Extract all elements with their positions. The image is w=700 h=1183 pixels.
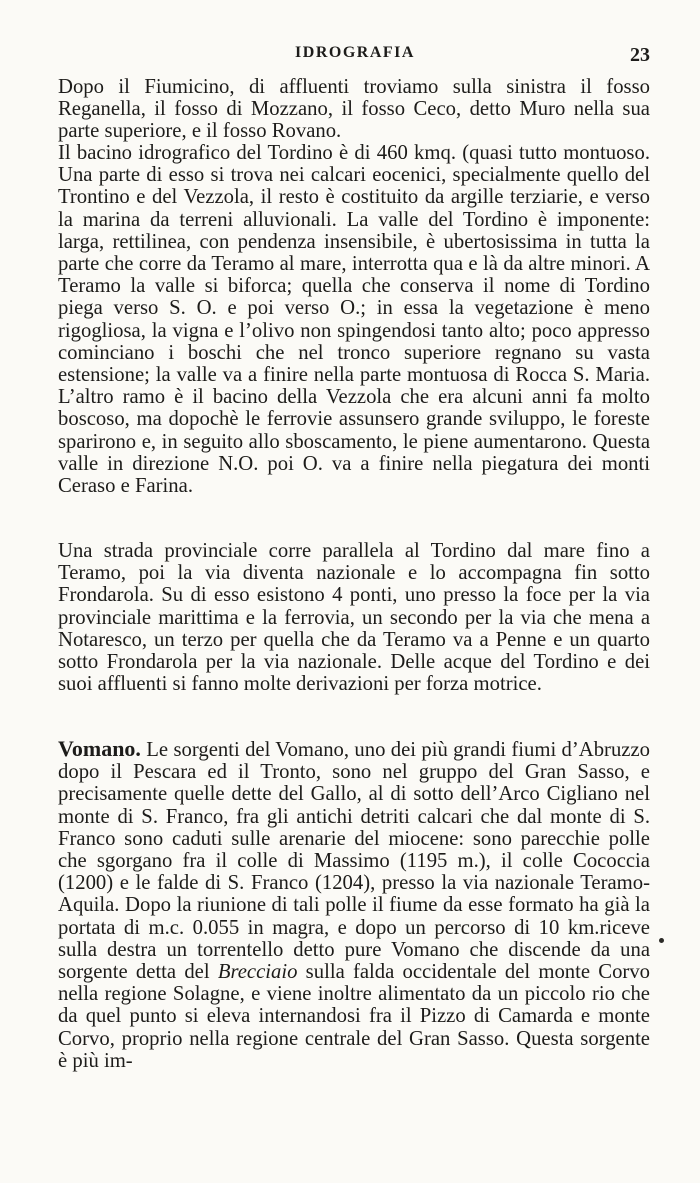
italic-place-name: Brecciaio	[217, 961, 298, 984]
paragraph-tordino-basin	[58, 142, 650, 497]
running-head	[60, 44, 650, 68]
paragraph-tordino-road	[58, 540, 650, 695]
paragraph-vomano	[58, 738, 650, 1072]
paragraph-text: Una strada provinciale corre parallela al Tordino dal mare fino a Teramo, poi la via diventa nazionale e lo accompagna fin sotto Frondarola. Su di esso esistono 4 ponti, uno presso la foce per la via provinciale marittima e la ferrovia, un secondo per la via che mena a Notaresco, un terzo per quella che da Teramo va a Penne e un quarto sotto Frondarola per la via nazionale. Delle acque del Tordino e dei suoi affluenti si fanno molte derivazioni per forza motrice.	[58, 540, 650, 696]
paragraph-text: Le sorgenti del Vomano, uno dei più grandi fiumi d’Abruzzo dopo il Pescara ed il Tronto, sono nel gruppo del Gran Sasso, e precisamente quelle dette del Gallo, al di sotto dell’Arco Cigliano nel monte di S. Franco, fra gli antichi detriti calcari che dal monte di S. Franco sono caduti sulle arenarie del miocene: sono parecchie polle che sgorgano fra il colle di Massimo (1195 m.), il colle Cococcia (1200) e le falde di S. Franco (1204), presso la via nazionale Teramo-Aquila. Dopo la riunione di tali polle il fiume da esse formato ha già la portata di m.c. 0.055 in magra, e dopo un percorso di 10 km.riceve sulla destra un torrentello detto pure Vomano che discende da una sorgente detta del	[58, 739, 650, 984]
section-vomano	[58, 738, 650, 1072]
paragraph-text: Il bacino idrografico del Tordino è di 460 kmq. (quasi tutto montuoso. Una parte di esso si trova nei calcari eocenici, specialmente quello del Trontino e del Vezzola, il resto è costituito da argille terziarie, e verso la marina da terreni alluvionali. La valle del Tordino è imponente: larga, rettilinea, con pendenza insensibile, è ubertosissima in tutta la parte che corre da Teramo al mare, interrotta qua e là da altre minori. A Teramo la valle si biforca; quella che conserva il nome di Tordino piega verso S. O. e poi verso O.; in essa la vegetazione è meno rigogliosa, la vigna e l’olivo non spingendosi tanto alto; poco appresso cominciano i boschi che nel tronco superiore regnano su vasta estensione; la valle va a finire nella parte montuosa di Rocca S. Maria. L’altro ramo è il bacino della Vezzola che era alcuni anni fa molto boscoso, ma dopochè le ferrovie assunsero grande sviluppo, le foreste sparirono e, in seguito allo sboscamento, le piene aumentarono. Questa valle in direzione N.O. poi O. va a finire nella piegatura dei monti Ceraso e Farina.	[58, 142, 650, 498]
chapter-title: IDROGRAFIA	[295, 44, 415, 61]
page-number: 23	[630, 44, 650, 66]
paragraph-fiumicino-affluents	[58, 76, 650, 143]
section-heading-vomano: Vomano.	[58, 736, 141, 761]
paragraph-text-continued: sulla falda occidentale del monte Corvo nella regione Solagne, e viene inoltre alimentato da un piccolo rio che da quel punto si eleva internandosi fra il Pizzo di Camarda e monte Corvo, proprio nella regione centrale del Gran Sasso. Questa sorgente è più im-	[58, 961, 651, 1072]
paragraph-text: Dopo il Fiumicino, di affluenti troviamo sulla sinistra il fosso Reganella, il fosso di Mozzano, il fosso Ceco, detto Muro nella sua parte superiore, e il fosso Rovano.	[58, 76, 650, 143]
margin-ink-dot	[659, 938, 664, 943]
